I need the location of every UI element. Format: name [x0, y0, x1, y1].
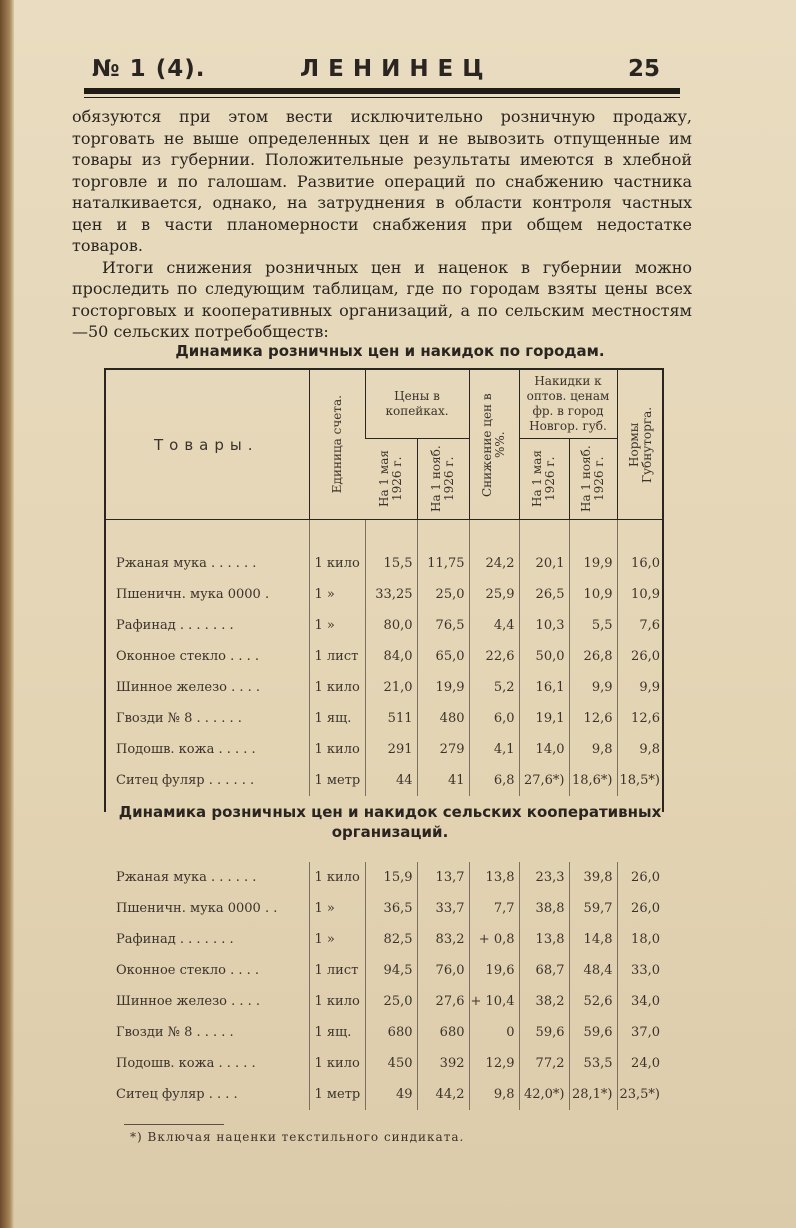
cell-value: 44,2 [417, 1079, 469, 1110]
table-row [104, 703, 664, 734]
cell-goods: Оконное стекло . . . . [116, 963, 260, 978]
page-number: 25 [627, 56, 660, 82]
cell-value: 21,0 [365, 672, 417, 703]
cell-goods: Шинное железо . . . . [116, 680, 261, 695]
table-row [104, 1079, 664, 1110]
cell-value: 38,8 [519, 893, 569, 924]
cell-value: 10,9 [569, 579, 617, 610]
cell-value: + 10,4 [469, 986, 519, 1017]
header-rule-thin [84, 97, 680, 98]
cell-value: 19,1 [519, 703, 569, 734]
table1-title: Динамика розничных цен и накидок по городам. [175, 342, 605, 360]
cell-goods: Пшеничн. мука 0000 . . [116, 901, 278, 916]
cell-value: 14,8 [569, 924, 617, 955]
table-row [104, 765, 664, 796]
cell-value: 59,6 [569, 1017, 617, 1048]
cell-value: 77,2 [519, 1048, 569, 1079]
page-header [92, 56, 660, 90]
cell-unit: 1 ящ. [309, 1017, 365, 1048]
cell-goods: Ржаная мука . . . . . . [116, 556, 257, 571]
cell-value: 42,0*) [519, 1079, 569, 1110]
footnote: *) Включая наценки текстильного синдиката. [130, 1130, 465, 1144]
cell-value: 24,2 [469, 520, 519, 580]
cell-value: 19,9 [417, 672, 469, 703]
cell-unit: 1 кило [309, 520, 365, 580]
cell-value: 12,6 [569, 703, 617, 734]
cell-value: 28,1*) [569, 1079, 617, 1110]
table1-body [104, 520, 664, 797]
cell-value: 59,7 [569, 893, 617, 924]
cell-value: 23,3 [519, 862, 569, 893]
cell-unit: 1 кило [309, 986, 365, 1017]
cell-value: 19,6 [469, 955, 519, 986]
cell-value: 18,5*) [617, 765, 664, 796]
cell-value: 6,0 [469, 703, 519, 734]
cell-value: 680 [365, 1017, 417, 1048]
cell-value: 26,0 [617, 862, 664, 893]
cell-unit: 1 » [309, 893, 365, 924]
cell-value: 26,5 [519, 579, 569, 610]
table-row [104, 1048, 664, 1079]
cell-value: 50,0 [519, 641, 569, 672]
table-city-prices [104, 370, 664, 796]
cell-value: 22,6 [469, 641, 519, 672]
cell-value: 59,6 [519, 1017, 569, 1048]
cell-value: 68,7 [519, 955, 569, 986]
header-unit: Единица счета. [309, 370, 365, 520]
cell-value: 14,0 [519, 734, 569, 765]
cell-value: 279 [417, 734, 469, 765]
table2-body [104, 862, 664, 1110]
header-decrease: Снижение цен в %%. [469, 370, 519, 520]
cell-value: 680 [417, 1017, 469, 1048]
cell-unit: 1 кило [309, 1048, 365, 1079]
cell-unit: 1 кило [309, 672, 365, 703]
cell-value: 13,8 [519, 924, 569, 955]
cell-value: 33,25 [365, 579, 417, 610]
header-prices-group: Цены в копейках. [365, 370, 469, 439]
cell-goods: Шинное железо . . . . [116, 994, 261, 1009]
issue-number: № 1 (4). [92, 56, 206, 82]
header-markup-may: На 1 мая 1926 г. [519, 439, 569, 520]
cell-value: 6,8 [469, 765, 519, 796]
body-text [72, 106, 692, 343]
table2-title: Динамика розничных цен и накидок сельских кооперативных организаций. [118, 803, 662, 841]
paragraph-2: Итоги снижения розничных цен и наценок в губернии можно проследить по следующим таблицам, где по городам взяты цены всех госторговых и кооперативных организаций, а по сельским местностям—50 сельских потребобществ: [72, 257, 692, 341]
cell-value: + 0,8 [469, 924, 519, 955]
cell-value: 80,0 [365, 610, 417, 641]
cell-value: 39,8 [569, 862, 617, 893]
cell-value: 33,7 [417, 893, 469, 924]
header-may: На 1 мая 1926 г. [365, 439, 417, 520]
cell-value: 4,4 [469, 610, 519, 641]
table-row [104, 924, 664, 955]
cell-value: 10,9 [617, 579, 664, 610]
cell-goods: Ситец фуляр . . . . [116, 1087, 238, 1102]
footnote-rule [124, 1124, 224, 1125]
table-row [104, 893, 664, 924]
cell-value: 94,5 [365, 955, 417, 986]
cell-unit: 1 метр [309, 765, 365, 796]
cell-value: 33,0 [617, 955, 664, 986]
cell-value: 13,7 [417, 862, 469, 893]
cell-value: 9,9 [617, 672, 664, 703]
cell-unit: 1 кило [309, 862, 365, 893]
cell-goods: Оконное стекло . . . . [116, 649, 260, 664]
cell-value: 25,9 [469, 579, 519, 610]
cell-value: 12,6 [617, 703, 664, 734]
cell-goods: Ситец фуляр . . . . . . [116, 773, 255, 788]
cell-value: 12,9 [469, 1048, 519, 1079]
cell-goods: Гвозди № 8 . . . . . [116, 1025, 234, 1040]
cell-value: 9,9 [569, 672, 617, 703]
cell-value: 83,2 [417, 924, 469, 955]
table-row [104, 986, 664, 1017]
cell-unit: 1 лист [309, 641, 365, 672]
cell-unit: 1 » [309, 610, 365, 641]
header-goods: Товары. [104, 370, 309, 520]
cell-value: 26,8 [569, 641, 617, 672]
cell-value: 76,5 [417, 610, 469, 641]
table-row [104, 641, 664, 672]
cell-value: 19,9 [569, 520, 617, 580]
cell-value: 450 [365, 1048, 417, 1079]
cell-unit: 1 » [309, 924, 365, 955]
cell-value: 15,5 [365, 520, 417, 580]
cell-goods: Подошв. кожа . . . . . [116, 742, 256, 757]
journal-title: ЛЕНИНЕЦ [300, 56, 493, 82]
table-row [104, 1017, 664, 1048]
cell-goods: Подошв. кожа . . . . . [116, 1056, 256, 1071]
table-row [104, 610, 664, 641]
cell-value: 18,6*) [569, 765, 617, 796]
cell-value: 37,0 [617, 1017, 664, 1048]
cell-value: 27,6*) [519, 765, 569, 796]
cell-value: 36,5 [365, 893, 417, 924]
cell-unit: 1 ящ. [309, 703, 365, 734]
cell-value: 84,0 [365, 641, 417, 672]
cell-value: 34,0 [617, 986, 664, 1017]
cell-value: 5,2 [469, 672, 519, 703]
cell-value: 48,4 [569, 955, 617, 986]
cell-unit: 1 » [309, 579, 365, 610]
cell-goods: Рафинад . . . . . . . [116, 618, 234, 633]
cell-value: 9,8 [569, 734, 617, 765]
cell-value: 26,0 [617, 893, 664, 924]
table-row [104, 672, 664, 703]
cell-value: 9,8 [617, 734, 664, 765]
cell-value: 291 [365, 734, 417, 765]
cell-value: 49 [365, 1079, 417, 1110]
header-norms: Нормы Губнуторга. [617, 370, 664, 520]
cell-value: 25,0 [417, 579, 469, 610]
table-row [104, 955, 664, 986]
cell-value: 392 [417, 1048, 469, 1079]
cell-value: 0 [469, 1017, 519, 1048]
cell-value: 82,5 [365, 924, 417, 955]
table-row [104, 579, 664, 610]
table-row [104, 734, 664, 765]
header-rule-thick [84, 88, 680, 94]
cell-value: 511 [365, 703, 417, 734]
cell-unit: 1 метр [309, 1079, 365, 1110]
cell-value: 18,0 [617, 924, 664, 955]
cell-value: 65,0 [417, 641, 469, 672]
cell-value: 52,6 [569, 986, 617, 1017]
cell-goods: Пшеничн. мука 0000 . [116, 587, 270, 602]
header-markup-group: Накидки к оптов. ценам фр. в город Новгор. губ. [519, 370, 617, 439]
paragraph-1: обязуются при этом вести исключительно розничную продажу, торговать не выше определенных цен и не вывозить отпущенные им товары из губернии. Положительные результаты имеются в хлебной торговле и по галошам. Развитие операций по снабжению частника наталкивается, однако, на затруднения в области контроля частных цен и в части планомерности снабжения при общем недостатке товаров. [72, 107, 692, 255]
cell-value: 480 [417, 703, 469, 734]
cell-value: 16,0 [617, 520, 664, 580]
cell-value: 16,1 [519, 672, 569, 703]
cell-value: 26,0 [617, 641, 664, 672]
cell-value: 27,6 [417, 986, 469, 1017]
book-spine [0, 0, 14, 1228]
cell-value: 53,5 [569, 1048, 617, 1079]
cell-value: 7,7 [469, 893, 519, 924]
header-markup-nov: На 1 нояб. 1926 г. [569, 439, 617, 520]
cell-value: 15,9 [365, 862, 417, 893]
cell-goods: Ржаная мука . . . . . . [116, 870, 257, 885]
cell-value: 24,0 [617, 1048, 664, 1079]
table-row [104, 520, 664, 580]
cell-unit: 1 лист [309, 955, 365, 986]
cell-value: 9,8 [469, 1079, 519, 1110]
cell-value: 11,75 [417, 520, 469, 580]
cell-goods: Гвозди № 8 . . . . . . [116, 711, 242, 726]
cell-value: 76,0 [417, 955, 469, 986]
table-rural-prices [104, 862, 664, 1110]
cell-value: 20,1 [519, 520, 569, 580]
cell-goods: Рафинад . . . . . . . [116, 932, 234, 947]
cell-value: 44 [365, 765, 417, 796]
cell-unit: 1 кило [309, 734, 365, 765]
cell-value: 38,2 [519, 986, 569, 1017]
header-nov: На 1 нояб. 1926 г. [417, 439, 469, 520]
cell-value: 25,0 [365, 986, 417, 1017]
cell-value: 23,5*) [617, 1079, 664, 1110]
cell-value: 13,8 [469, 862, 519, 893]
table-row [104, 862, 664, 893]
cell-value: 41 [417, 765, 469, 796]
cell-value: 5,5 [569, 610, 617, 641]
cell-value: 7,6 [617, 610, 664, 641]
cell-value: 10,3 [519, 610, 569, 641]
cell-value: 4,1 [469, 734, 519, 765]
